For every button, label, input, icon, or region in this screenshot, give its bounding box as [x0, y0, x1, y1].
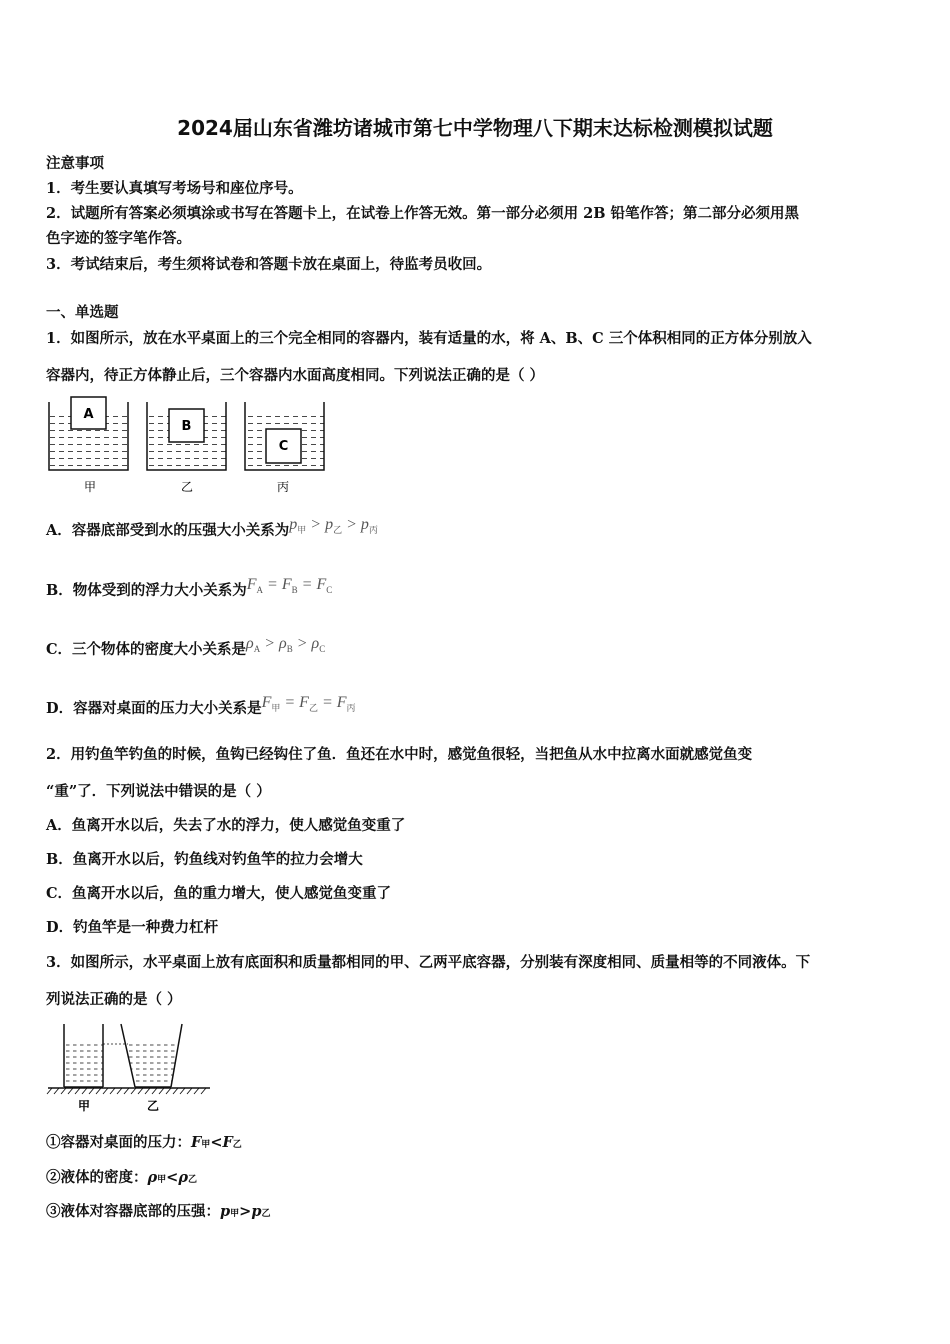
container-label: 乙 — [146, 1099, 160, 1113]
container-yi — [121, 1024, 182, 1087]
question-2-option-b: B．鱼离开水以后，钓鱼线对钓鱼竿的拉力会增大 — [46, 851, 363, 868]
question-1-option-a — [46, 516, 378, 542]
container-label: 甲 — [83, 480, 97, 494]
question-1-option-d — [46, 694, 356, 720]
question-1-figure — [40, 392, 340, 498]
container-yi — [147, 402, 226, 494]
question-1-option-b — [46, 576, 333, 601]
question-1-option-c — [46, 635, 326, 660]
container-label: 乙 — [180, 480, 194, 494]
question-2-option-a: A．鱼离开水以后，失去了水的浮力，使人感觉鱼变重了 — [46, 817, 406, 834]
container-bing — [245, 402, 324, 494]
notice-item: 2．试题所有答案必须填涂或书写在答题卡上，在试卷上作答无效。第一部分必须用 2B 铅笔作答；第二部分必须用黑 — [46, 205, 800, 222]
notice-heading: 注意事项 — [46, 155, 104, 172]
option-text: A．容器底部受到水的压强大小关系为 — [46, 522, 290, 539]
option-formula: $\rho_A > \rho_B > \rho_C$ — [246, 635, 326, 655]
container-label: 丙 — [276, 480, 290, 494]
block-a-label: A — [83, 407, 94, 422]
option-text: D．容器对桌面的压力大小关系是 — [46, 700, 262, 717]
question-3-figure — [44, 1018, 214, 1114]
statement-2: ②液体的密度：ρ甲<ρ乙 — [46, 1169, 197, 1186]
option-formula: $p_甲 > p_乙 > p_丙$ — [289, 516, 378, 536]
question-2-stem: “重”了．下列说法中错误的是（ ） — [46, 783, 271, 800]
page-title: 2024届山东省潍坊诸城市第七中学物理八下期末达标检测模拟试题 — [177, 116, 773, 140]
notice-item: 1．考生要认真填写考场号和座位序号。 — [46, 180, 303, 197]
option-text: C．三个物体的密度大小关系是 — [46, 641, 247, 658]
table-hatch — [47, 1088, 206, 1094]
question-3-stem: 3．如图所示，水平桌面上放有底面积和质量都相同的甲、乙两平底容器，分别装有深度相同、质量相等的不同液体。下 — [46, 954, 811, 971]
container-jia — [49, 397, 128, 494]
question-2-stem: 2．用钓鱼竿钓鱼的时候，鱼钩已经钩住了鱼．鱼还在水中时，感觉鱼很轻，当把鱼从水中拉离水面就感觉鱼变 — [46, 746, 753, 763]
question-2-option-c: C．鱼离开水以后，鱼的重力增大，使人感觉鱼变重了 — [46, 885, 392, 902]
statement-1: ①容器对桌面的压力：F甲<F乙 — [46, 1134, 242, 1151]
container-jia — [64, 1024, 103, 1087]
question-2-option-d: D．钓鱼竿是一种费力杠杆 — [46, 919, 219, 936]
section-heading: 一、单选题 — [46, 304, 119, 321]
question-1-stem: 容器内，待正方体静止后，三个容器内水面高度相同。下列说法正确的是（ ） — [46, 367, 545, 384]
notice-item: 色字迹的签字笔作答。 — [46, 230, 191, 247]
statement-3: ③液体对容器底部的压强：p甲>p乙 — [46, 1203, 271, 1220]
block-c-label: C — [278, 439, 289, 454]
option-text: B．物体受到的浮力大小关系为 — [46, 582, 247, 599]
block-b-label: B — [181, 419, 192, 434]
option-formula: $F_甲 = F_乙 = F_丙$ — [261, 694, 356, 714]
question-1-stem: 1．如图所示，放在水平桌面上的三个完全相同的容器内，装有适量的水，将 A、B、C 三个体积相同的正方体分别放入 — [46, 330, 812, 347]
notice-item: 3．考试结束后，考生须将试卷和答题卡放在桌面上，待监考员收回。 — [46, 256, 492, 273]
option-formula: $F_A = F_B = F_C$ — [246, 576, 333, 596]
question-3-stem: 列说法正确的是（ ） — [46, 991, 182, 1008]
container-label: 甲 — [77, 1099, 91, 1113]
